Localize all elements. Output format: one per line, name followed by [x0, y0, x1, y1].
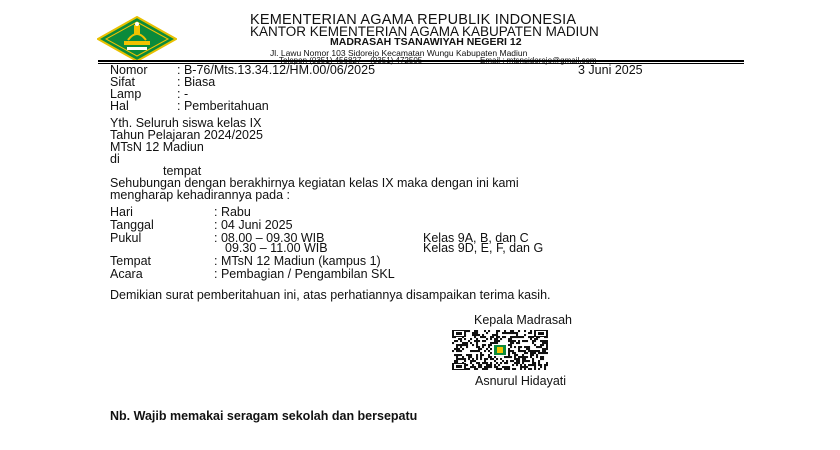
- footer-note: Nb. Wajib memakai seragam sekolah dan bersepatu: [110, 409, 418, 423]
- lamp-value: : -: [177, 87, 189, 101]
- recipient-line-5: tempat: [163, 164, 202, 178]
- hari-label: Hari: [110, 205, 133, 219]
- letterhead-address: Jl. Lawu Nomor 103 Sidorejo Kecamatan Wungu Kabupaten Madiun: [270, 48, 528, 58]
- letter-date: 3 Juni 2025: [578, 63, 643, 77]
- acara-value: : Pembagian / Pengambilan SKL: [214, 267, 395, 281]
- signature-title: Kepala Madrasah: [474, 313, 572, 327]
- closing-text: Demikian surat pemberitahuan ini, atas perhatiannya disampaikan terima kasih.: [110, 288, 551, 302]
- tempat-value: : MTsN 12 Madiun (kampus 1): [214, 254, 381, 268]
- hal-value: : Pemberitahuan: [177, 99, 269, 113]
- tanggal-value: : 04 Juni 2025: [214, 218, 293, 232]
- pukul-kelas-1: Kelas 9A, B, dan C: [423, 231, 529, 245]
- nomor-value: : B-76/Mts.13.34.12/HM.00/06/2025: [177, 63, 376, 77]
- letterhead-ministry: KEMENTERIAN AGAMA REPUBLIK INDONESIA: [250, 12, 577, 28]
- qr-code-icon: [452, 330, 548, 370]
- recipient-line-3: MTsN 12 Madiun: [110, 140, 204, 154]
- pukul-time-1: : 08.00 – 09.30 WIB: [214, 231, 325, 245]
- hari-value: : Rabu: [214, 205, 251, 219]
- hal-label: Hal: [110, 99, 129, 113]
- intro-line-2: mengharap kehadirannya pada :: [110, 188, 290, 202]
- letterhead-office: KANTOR KEMENTERIAN AGAMA KABUPATEN MADIUN: [250, 24, 599, 39]
- intro-line-1: Sehubungan dengan berakhirnya kegiatan kelas IX maka dengan ini kami: [110, 176, 519, 190]
- tempat-label: Tempat: [110, 254, 151, 268]
- recipient-line-1: Yth. Seluruh siswa kelas IX: [110, 116, 262, 130]
- letterhead-school: MADRASAH TSANAWIYAH NEGERI 12: [330, 36, 522, 48]
- pukul-kelas-2: Kelas 9D, E, F, dan G: [423, 241, 544, 255]
- signature-name: Asnurul Hidayati: [475, 374, 567, 388]
- sifat-value: : Biasa: [177, 75, 216, 89]
- recipient-line-2: Tahun Pelajaran 2024/2025: [110, 128, 263, 142]
- kemenag-logo-icon: [97, 16, 177, 62]
- tanggal-label: Tanggal: [110, 218, 154, 232]
- nomor-label: Nomor: [110, 63, 148, 77]
- acara-label: Acara: [110, 267, 143, 281]
- sifat-label: Sifat: [110, 75, 136, 89]
- letterhead-rule: [98, 60, 744, 62]
- pukul-time-2: 09.30 – 11.00 WIB: [225, 241, 328, 255]
- lamp-label: Lamp: [110, 87, 142, 101]
- recipient-line-4: di: [110, 152, 120, 166]
- pukul-label: Pukul: [110, 231, 142, 245]
